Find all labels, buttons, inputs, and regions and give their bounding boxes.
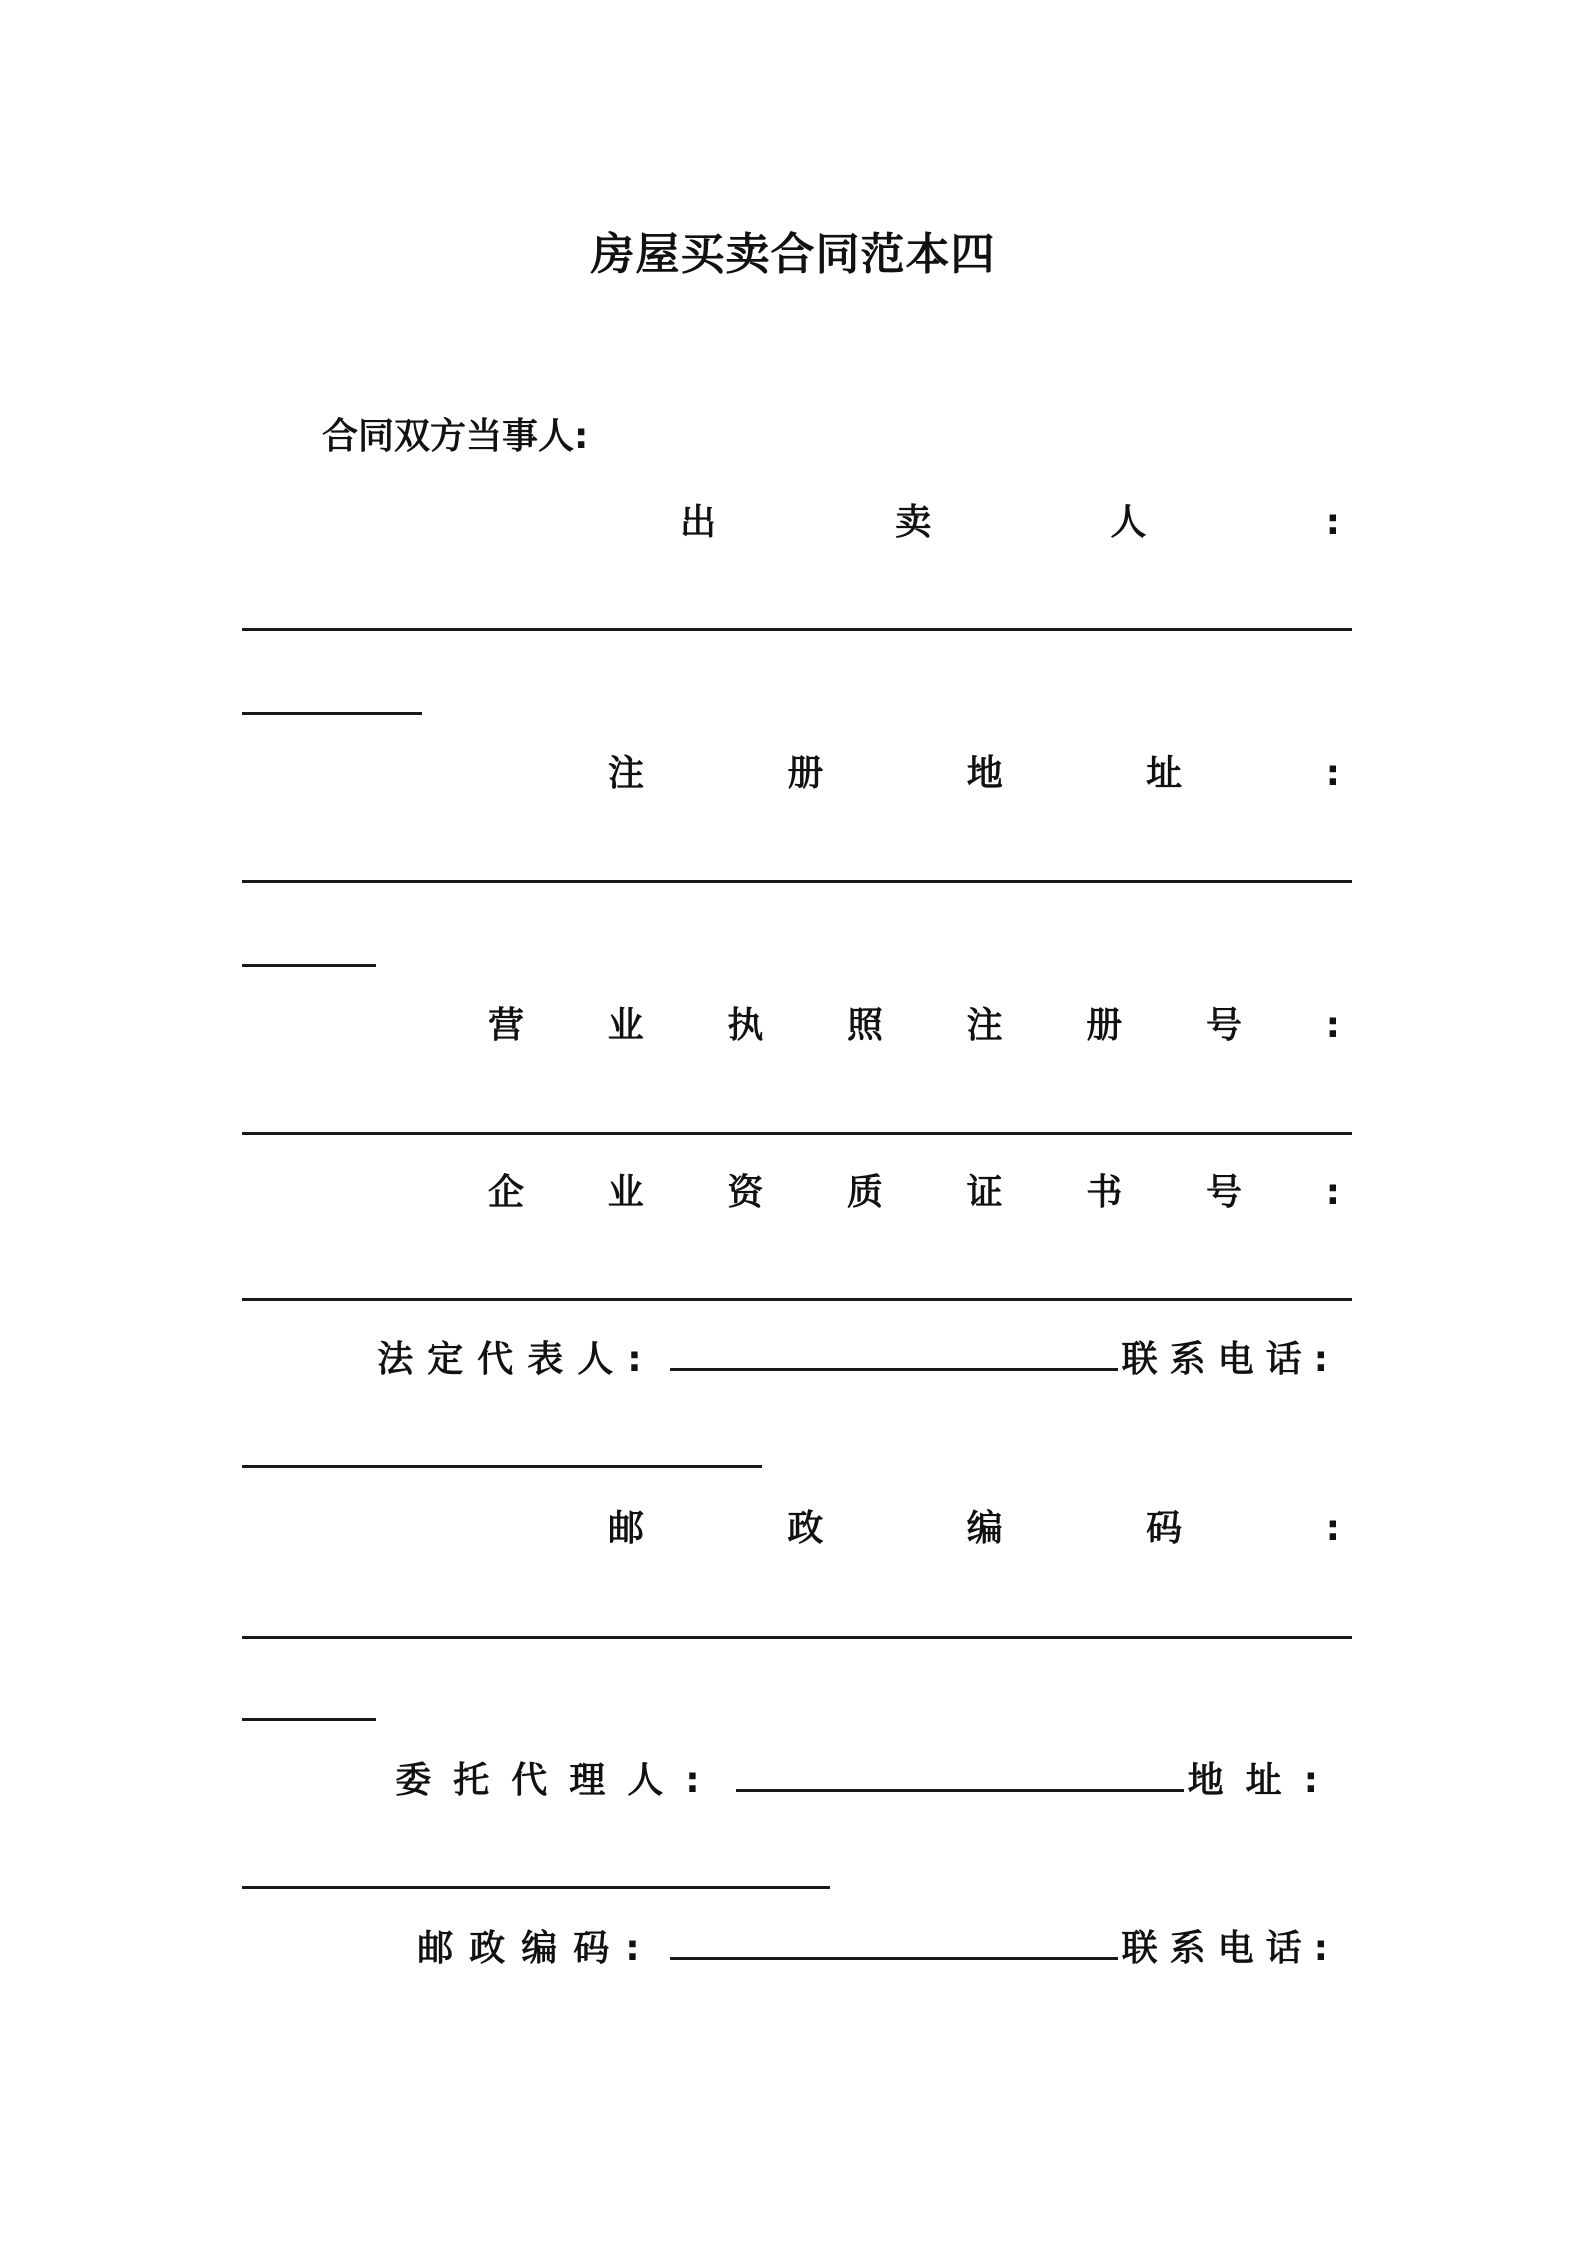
seller-label: [680, 499, 1340, 547]
seller-blank-line-continued[interactable]: [242, 712, 422, 715]
agent-row: [395, 1757, 1340, 1805]
qualification-no-label-char: 书: [1086, 1172, 1123, 1213]
parties-heading: 合同双方当事人:: [322, 416, 589, 457]
document-title: 房屋买卖合同范本四: [590, 229, 996, 280]
qualification-no-label-char: :: [1325, 1172, 1340, 1213]
reg-address-blank-line[interactable]: [242, 880, 1352, 883]
postal-code-blank-line[interactable]: [242, 1636, 1352, 1639]
license-no-label: [488, 1002, 1340, 1050]
license-no-label-char: 照: [846, 1005, 883, 1046]
postal-code-label-char: 编: [966, 1508, 1003, 1549]
license-no-label-char: 执: [727, 1005, 764, 1046]
seller-blank-line[interactable]: [242, 628, 1352, 631]
reg-address-blank-line-continued[interactable]: [242, 964, 376, 967]
reg-address-label-char: 册: [787, 753, 824, 794]
legal-rep-phone-blank-line[interactable]: [242, 1465, 762, 1468]
reg-address-label-char: 地: [966, 753, 1003, 794]
legal-rep-label: 法定代表人:: [377, 1339, 656, 1380]
seller-label-char: 出: [680, 502, 717, 543]
reg-address-label-char: 址: [1146, 753, 1183, 794]
qualification-no-label-char: 质: [846, 1172, 883, 1213]
reg-address-label-char: :: [1325, 753, 1340, 794]
legal-rep-phone-label: 联系电话:: [1121, 1339, 1340, 1380]
license-no-label-char: :: [1325, 1005, 1340, 1046]
license-no-label-char: 营: [488, 1005, 525, 1046]
agent-address-blank-line[interactable]: [242, 1886, 830, 1889]
reg-address-label-char: 注: [608, 753, 645, 794]
postal-code-label-char: :: [1325, 1508, 1340, 1549]
qualification-no-label: [488, 1169, 1340, 1217]
legal-rep-blank[interactable]: [670, 1338, 1118, 1371]
contact-row: [417, 1925, 1340, 1973]
contact-phone-label: 联系电话:: [1121, 1928, 1340, 1969]
postal-code-label-char: 政: [787, 1508, 824, 1549]
contact-postal-label: 邮政编码:: [417, 1928, 656, 1969]
license-no-label-char: 注: [966, 1005, 1003, 1046]
postal-code-label-char: 码: [1146, 1508, 1183, 1549]
qualification-no-label-char: 业: [607, 1172, 644, 1213]
seller-label-char: 卖: [895, 502, 932, 543]
qualification-no-label-char: 资: [727, 1172, 764, 1213]
qualification-no-label-char: 企: [488, 1172, 525, 1213]
postal-code-label: [608, 1505, 1340, 1553]
license-no-label-char: 册: [1086, 1005, 1123, 1046]
postal-code-label-char: 邮: [608, 1508, 645, 1549]
reg-address-label: [608, 750, 1340, 798]
qualification-no-blank-line[interactable]: [242, 1298, 1352, 1301]
agent-address-label: 地址:: [1187, 1760, 1340, 1801]
qualification-no-label-char: 证: [966, 1172, 1003, 1213]
license-no-label-char: 业: [607, 1005, 644, 1046]
seller-label-char: :: [1325, 502, 1340, 543]
agent-label: 委托代理人:: [395, 1760, 722, 1801]
contact-postal-blank[interactable]: [670, 1927, 1118, 1960]
license-no-blank-line[interactable]: [242, 1132, 1352, 1135]
qualification-no-label-char: 号: [1205, 1172, 1242, 1213]
license-no-label-char: 号: [1205, 1005, 1242, 1046]
seller-label-char: 人: [1110, 502, 1147, 543]
agent-blank[interactable]: [736, 1759, 1184, 1792]
postal-code-blank-line-continued[interactable]: [242, 1718, 376, 1721]
legal-rep-row: [377, 1336, 1340, 1384]
